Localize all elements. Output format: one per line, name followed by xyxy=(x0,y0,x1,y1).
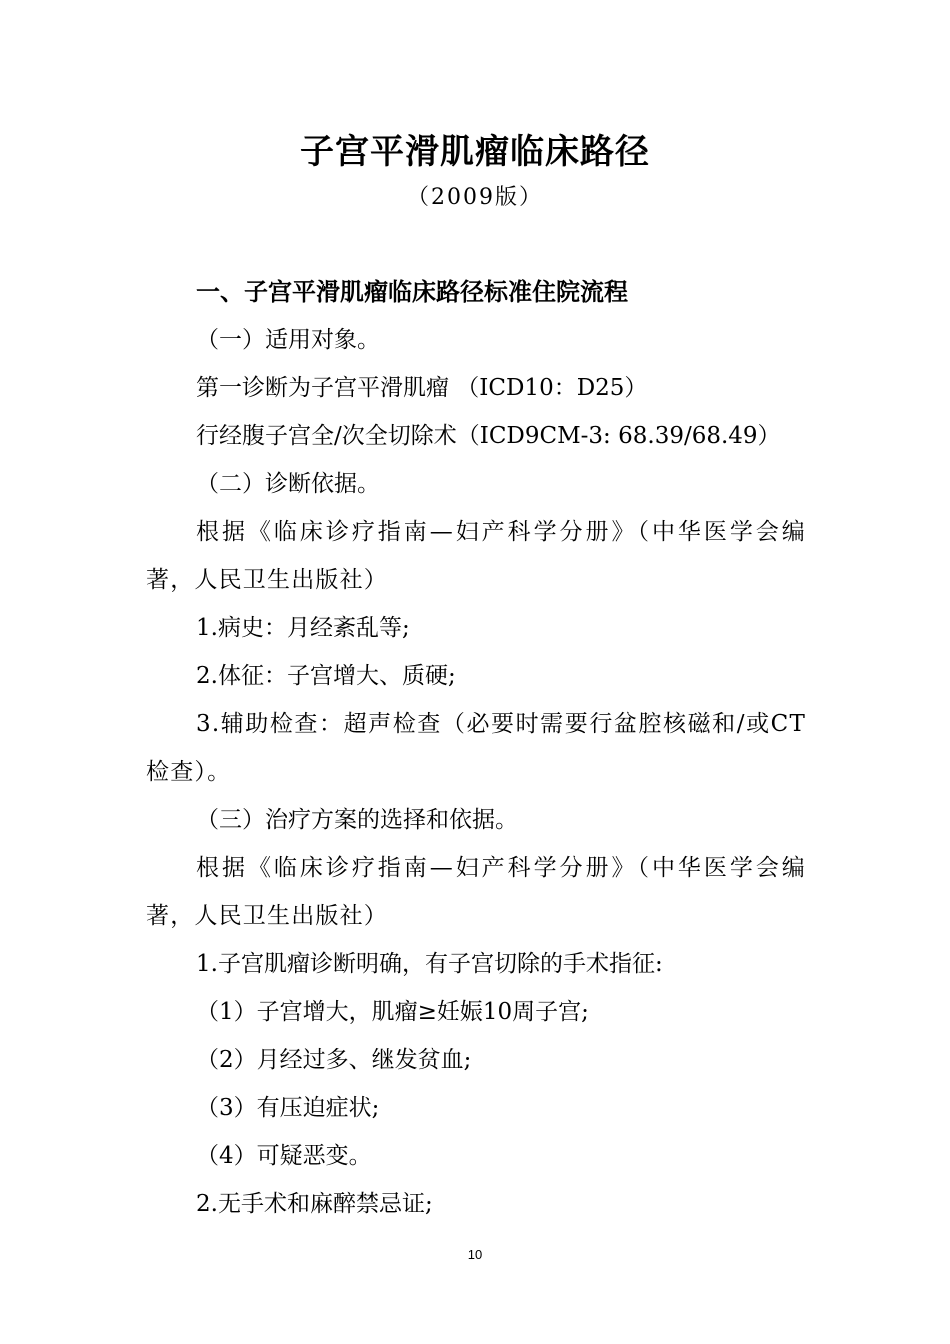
document-subtitle: （2009版） xyxy=(407,185,543,210)
section-heading: 一、子宫平滑肌瘤临床路径标准住院流程 xyxy=(196,278,628,306)
subsection-heading: （一）适用对象。 xyxy=(196,327,380,353)
list-item: （4）可疑恶变。 xyxy=(196,1143,372,1169)
list-item: 1.子宫肌瘤诊断明确，有子宫切除的手术指征: xyxy=(196,951,663,977)
document-body xyxy=(146,268,806,1228)
list-item: （1）子宫增大，肌瘤≥妊娠10周子宫; xyxy=(196,999,589,1025)
paragraph: 根据《临床诊疗指南—妇产科学分册》（中华医学会编著，人民卫生出版社） xyxy=(146,855,806,929)
list-item: （2）月经过多、继发贫血; xyxy=(196,1047,472,1073)
page-number: 10 xyxy=(467,1247,483,1262)
list-item: （3）有压迫症状; xyxy=(196,1095,380,1121)
list-item: 1.病史：月经紊乱等; xyxy=(196,615,410,641)
paragraph: 根据《临床诊疗指南—妇产科学分册》（中华医学会编著，人民卫生出版社） xyxy=(146,519,806,593)
subsection-heading: （二）诊断依据。 xyxy=(196,471,380,497)
list-item: 3.辅助检查：超声检查（必要时需要行盆腔核磁和/或CT检查）。 xyxy=(146,711,806,785)
subsection-heading: （三）治疗方案的选择和依据。 xyxy=(196,807,518,833)
paragraph: 行经腹子宫全/次全切除术（ICD9CM-3: 68.39/68.49） xyxy=(196,423,781,449)
paragraph: 第一诊断为子宫平滑肌瘤 （ICD10：D25） xyxy=(196,375,648,401)
list-item: 2.体征：子宫增大、质硬; xyxy=(196,663,456,689)
document-title: 子宫平滑肌瘤临床路径 xyxy=(300,132,650,172)
list-item: 2.无手术和麻醉禁忌证; xyxy=(196,1191,433,1217)
